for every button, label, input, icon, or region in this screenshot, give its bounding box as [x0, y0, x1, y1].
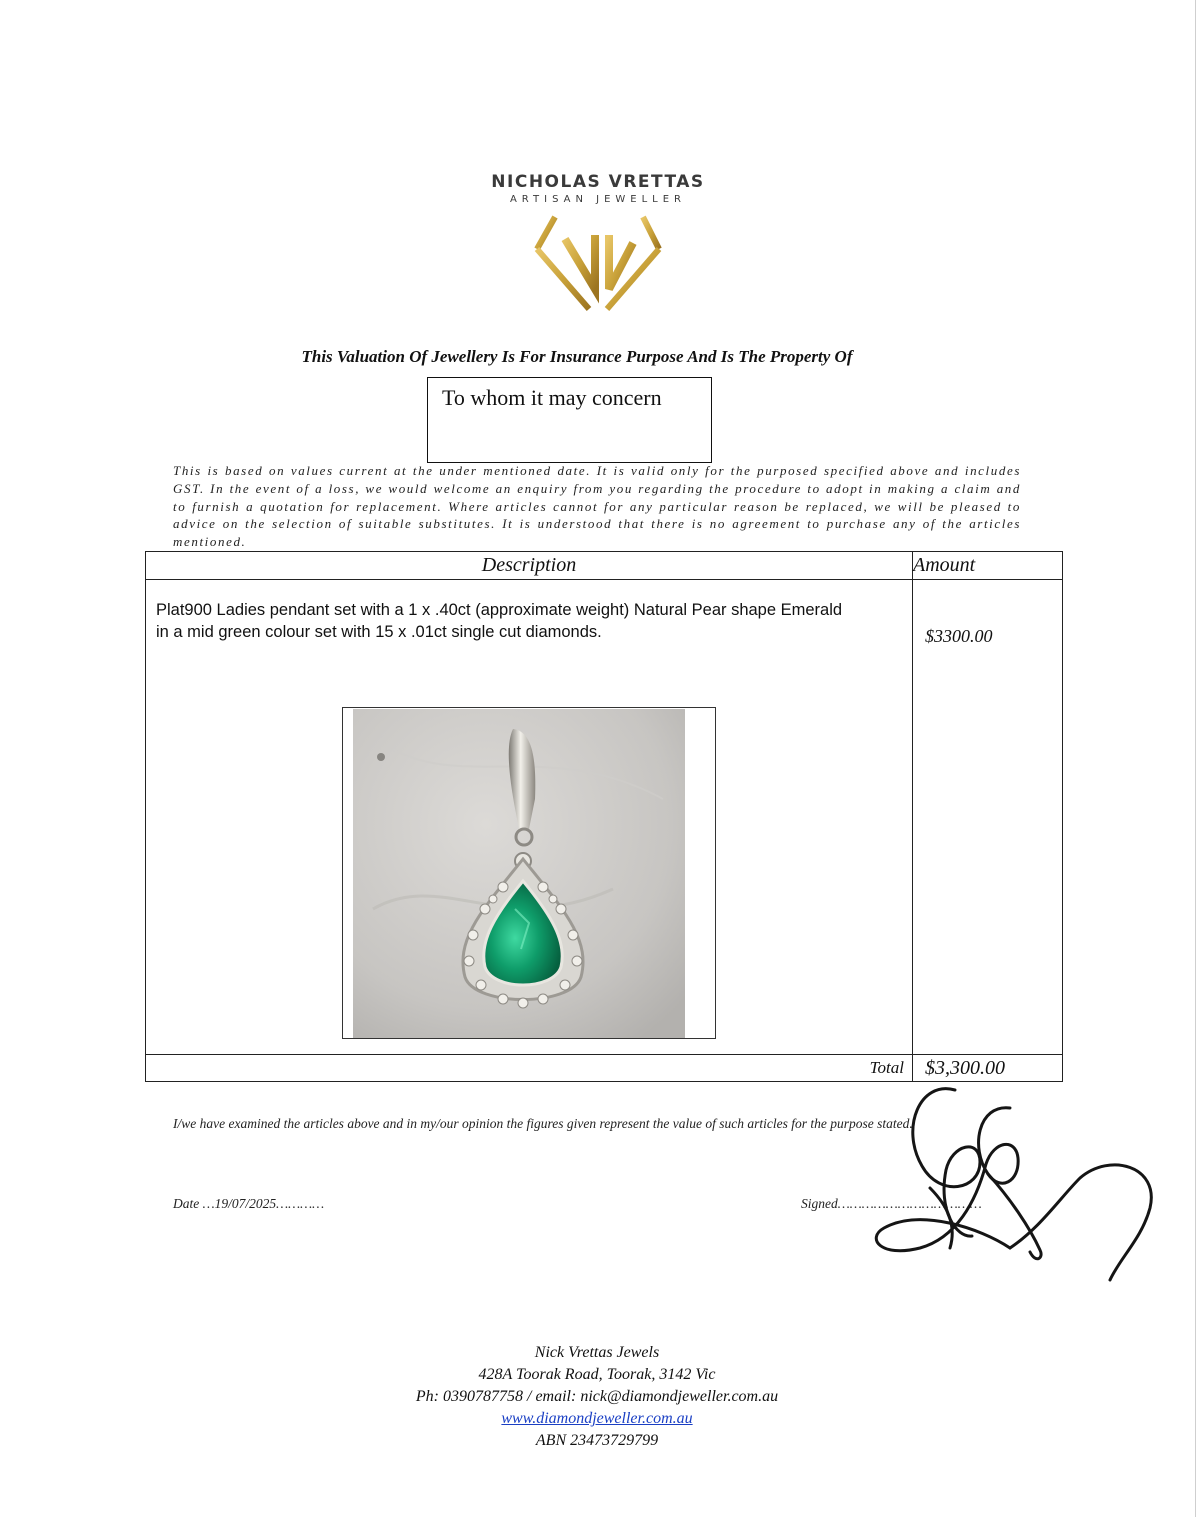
handwritten-signature [860, 1078, 1160, 1288]
page-edge [1195, 0, 1196, 1517]
total-value: $3,300.00 [913, 1055, 1063, 1082]
item-description [156, 599, 906, 643]
brand-logo-icon [533, 213, 663, 313]
brand-name: NICHOLAS VRETTAS [491, 172, 705, 192]
examination-statement: I/we have examined the articles above and in my/our opinion the figures given represent the value of such articles for the purpose stated. [173, 1116, 913, 1131]
brand-subtitle: ARTISAN JEWELLER [509, 194, 687, 205]
website-link[interactable]: www.diamondjeweller.com.au [501, 1410, 693, 1427]
item-description-line-2: in a mid green colour set with 15 x .01ct single cut diamonds. [156, 623, 602, 641]
disclaimer-text: This is based on values current at the under mentioned date. It is valid only for the purposed specified above and includes GST. In the event of a loss, we would welcome an enquiry from you regarding the procedure to adopt in making a claim and to furnish a quotation for replacement. Where articles cannot for any particular reason be replaced, we will be pleased to advice on the selection of suitable substitutes. It is understood that there is no agreement to purchase any of the articles mentioned. [173, 463, 1021, 550]
signed-line: Signed……………………………… [801, 1196, 982, 1211]
emerald-pendant-image [353, 709, 685, 1038]
date-line: Date …19/07/2025………… [173, 1196, 325, 1211]
amount-header: Amount [913, 552, 1063, 580]
footer-website-line [0, 1410, 1194, 1428]
item-amount: $3300.00 [925, 626, 993, 646]
amount-cell [913, 580, 1063, 1055]
description-header: Description [146, 552, 913, 580]
table-row [146, 580, 1063, 1055]
item-description-line-1: Plat900 Ladies pendant set with a 1 x .40ct (approximate weight) Natural Pear shape Emerald [156, 601, 843, 619]
valuation-table [145, 551, 1063, 1082]
footer-address: 428A Toorak Road, Toorak, 3142 Vic [478, 1366, 716, 1383]
total-label: Total [146, 1055, 913, 1082]
footer-abn: ABN 23473729799 [535, 1432, 659, 1449]
footer-contact: Ph: 0390787758 / email: nick@diamondjeweller.com.au [415, 1388, 779, 1405]
footer-business: Nick Vrettas Jewels [534, 1344, 660, 1361]
table-header-row [146, 552, 1063, 580]
pendant-photo-frame [342, 707, 716, 1039]
valuation-heading: This Valuation Of Jewellery Is For Insurance Purpose And Is The Property Of [301, 347, 853, 366]
description-cell [146, 580, 913, 1055]
owner-box: To whom it may concern [427, 377, 712, 463]
